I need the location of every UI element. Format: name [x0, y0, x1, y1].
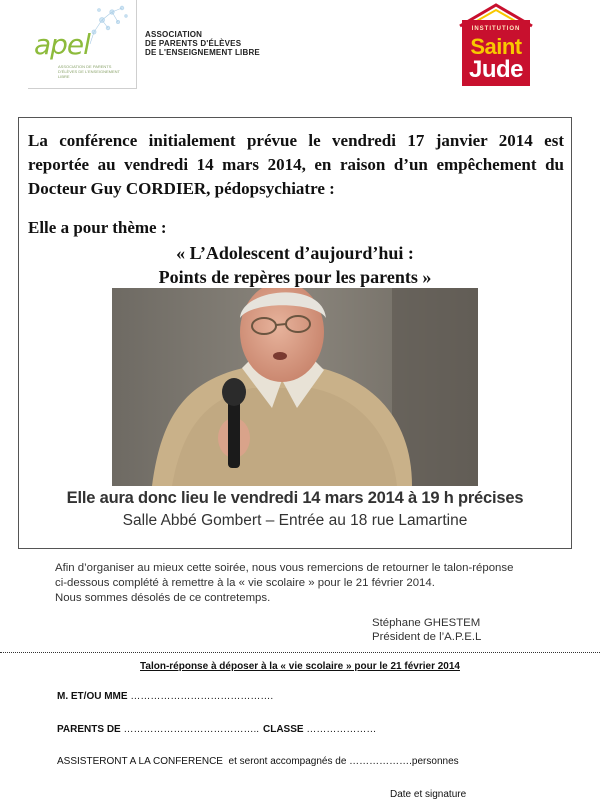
association-line: DE PARENTS D'ÉLÈVES [145, 39, 242, 48]
apel-wordmark: apel [34, 28, 90, 61]
theme-title-line: Points de repères pour les parents » [158, 267, 432, 287]
event-place: Salle Abbé Gombert – Entrée au 18 rue Lamartine [122, 512, 468, 529]
association-line: DE L'ENSEIGNEMENT LIBRE [145, 48, 260, 57]
saint-jude-jude: Jude [468, 56, 523, 83]
association-name [145, 30, 260, 57]
name-label: M. ET/OU MME [57, 691, 128, 702]
reply-form-title: Talon-réponse à déposer à la « vie scolaire » pour le 21 février 2014 [140, 661, 460, 672]
notice-text [55, 561, 555, 606]
event-date: Elle aura donc lieu le vendredi 14 mars 2014 à 19 h précises [66, 489, 524, 507]
notice-line: Nous sommes désolés de ce contretemps. [55, 592, 271, 604]
date-signature-label: Date et signature [390, 789, 467, 800]
theme-title [18, 241, 572, 289]
speaker-illustration [112, 288, 478, 486]
parents-field[interactable]: ………………………………….. [120, 724, 260, 735]
saint-jude-logo [458, 2, 534, 86]
signatory-name: Stéphane GHESTEM [372, 617, 481, 629]
saint-jude-badge [462, 20, 530, 86]
saint-jude-saint: Saint [470, 34, 522, 59]
attendance-field[interactable]: ASSISTERONT A LA CONFERENCE et seront accompagnés de ……………….personnes [57, 756, 459, 767]
apel-logo [28, 0, 137, 89]
class-label: CLASSE [263, 724, 304, 735]
signatory-role: Président de l’A.P.E.L [372, 631, 482, 643]
class-field[interactable]: ………………… [303, 724, 377, 735]
speaker-photo [112, 288, 478, 486]
dandelion-icon [84, 2, 130, 52]
apel-logo-subtitle: ASSOCIATION DE PARENTS D'ÉLÈVES DE L'ENSEIGNEMENT LIBRE [58, 64, 120, 79]
announcement-intro: La conférence initialement prévue le vendredi 17 janvier 2014 est reportée au vendredi 14 mars 2014, en raison d’un empêchement du Docteur Guy CORDIER, pédopsychiatre : [28, 131, 564, 198]
parents-field-row [57, 724, 259, 735]
name-field-row [57, 691, 273, 702]
cut-line [0, 652, 600, 653]
notice-line: Afin d’organiser au mieux cette soirée, nous vous remercions de retourner le talon-réponse [55, 562, 514, 574]
signature-block [372, 616, 481, 644]
name-field[interactable]: ……………………………………. [127, 691, 274, 702]
class-field-row [263, 724, 376, 735]
notice-line: ci-dessous complété à remettre à la « vie scolaire » pour le 21 février 2014. [55, 577, 435, 589]
saint-jude-institution: INSTITUTION [471, 26, 521, 32]
parents-label: PARENTS DE [57, 724, 121, 735]
theme-label: Elle a pour thème : [28, 218, 167, 237]
association-line: ASSOCIATION [145, 30, 203, 39]
theme-title-line: « L’Adolescent d’aujourd’hui : [176, 243, 414, 263]
